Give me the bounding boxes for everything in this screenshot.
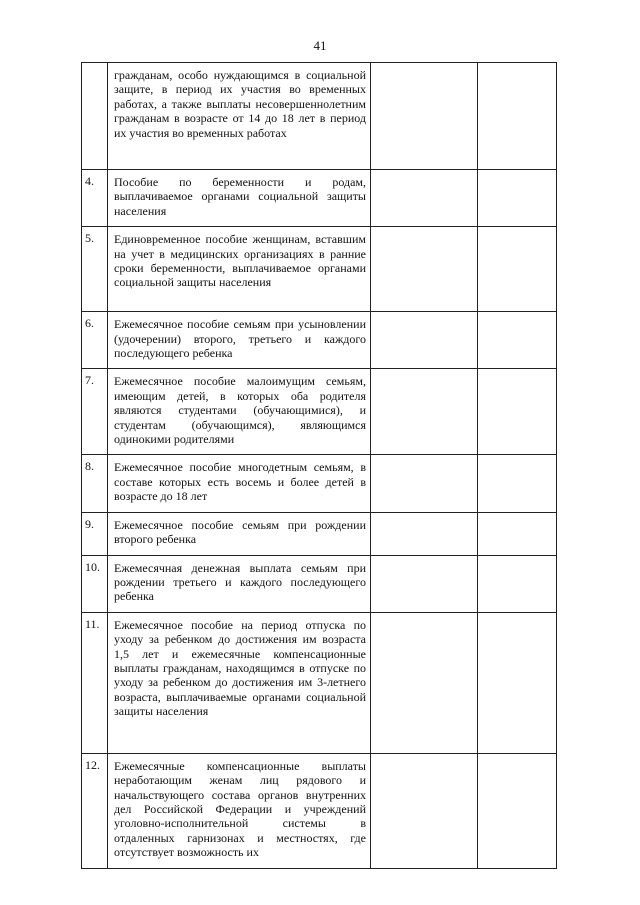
row-number: 8. — [82, 455, 108, 512]
table-row — [82, 753, 557, 868]
table-row — [82, 170, 557, 227]
table-row — [82, 455, 557, 512]
benefit-name: Ежемесячные компенсационные выплаты неработающим женам лиц рядового и начальствующего состава органов внутренних дел Российской Федерации и учреждений уголовно-исполнительной системы в отдаленных гарнизонах и местностях, где отсутствует возможность их — [108, 753, 371, 868]
row-number: 7. — [82, 369, 108, 455]
benefit-name: гражданам, особо нуждающимся в социальной защите, в период их участия во временных работах, а также выплаты несовершеннолетним гражданам в возрасте от 14 до 18 лет в период их участия во временных работах — [108, 63, 371, 170]
row-number — [82, 63, 108, 170]
empty-cell — [478, 170, 557, 227]
benefits-table — [81, 62, 557, 869]
row-number: 10. — [82, 555, 108, 612]
table-row — [82, 227, 557, 312]
benefit-name: Ежемесячная денежная выплата семьям при рождении третьего и каждого последующего ребенка — [108, 555, 371, 612]
benefit-name: Ежемесячное пособие семьям при рождении второго ребенка — [108, 512, 371, 555]
empty-cell — [371, 312, 478, 369]
empty-cell — [478, 63, 557, 170]
row-number: 9. — [82, 512, 108, 555]
empty-cell — [371, 369, 478, 455]
page-number: 41 — [313, 38, 327, 53]
benefit-name: Единовременное пособие женщинам, вставшим на учет в медицинских организациях в ранние сроки беременности, выплачиваемое органами социальной защиты населения — [108, 227, 371, 312]
table-row — [82, 312, 557, 369]
row-number: 5. — [82, 227, 108, 312]
empty-cell — [478, 612, 557, 753]
table-row — [82, 512, 557, 555]
table-row — [82, 555, 557, 612]
benefit-name: Ежемесячное пособие на период отпуска по уходу за ребенком до достижения им возраста 1,5 лет и ежемесячные компенсационные выплаты гражданам, находящимся в отпуске по уходу за ребенком до достижения им 3-летнего возраста, выплачиваемые органами социальной защиты населения — [108, 612, 371, 753]
benefit-name: Ежемесячное пособие малоимущим семьям, имеющим детей, в которых оба родителя являются студентами (обучающимися), и студентам (обучающимся), являющимся одинокими родителями — [108, 369, 371, 455]
empty-cell — [478, 555, 557, 612]
empty-cell — [371, 555, 478, 612]
empty-cell — [371, 63, 478, 170]
row-number: 11. — [82, 612, 108, 753]
empty-cell — [371, 512, 478, 555]
table-row — [82, 369, 557, 455]
empty-cell — [478, 753, 557, 868]
empty-cell — [478, 227, 557, 312]
benefit-name: Пособие по беременности и родам, выплачиваемое органами социальной защиты населения — [108, 170, 371, 227]
row-number: 4. — [82, 170, 108, 227]
empty-cell — [371, 170, 478, 227]
empty-cell — [371, 455, 478, 512]
empty-cell — [478, 312, 557, 369]
empty-cell — [371, 753, 478, 868]
benefit-name: Ежемесячное пособие многодетным семьям, в составе которых есть восемь и более детей в возрасте до 18 лет — [108, 455, 371, 512]
empty-cell — [371, 612, 478, 753]
row-number: 6. — [82, 312, 108, 369]
table-row — [82, 612, 557, 753]
row-number: 12. — [82, 753, 108, 868]
empty-cell — [371, 227, 478, 312]
empty-cell — [478, 369, 557, 455]
benefit-name: Ежемесячное пособие семьям при усыновлении (удочерении) второго, третьего и каждого последующего ребенка — [108, 312, 371, 369]
empty-cell — [478, 512, 557, 555]
table-row — [82, 63, 557, 170]
empty-cell — [478, 455, 557, 512]
